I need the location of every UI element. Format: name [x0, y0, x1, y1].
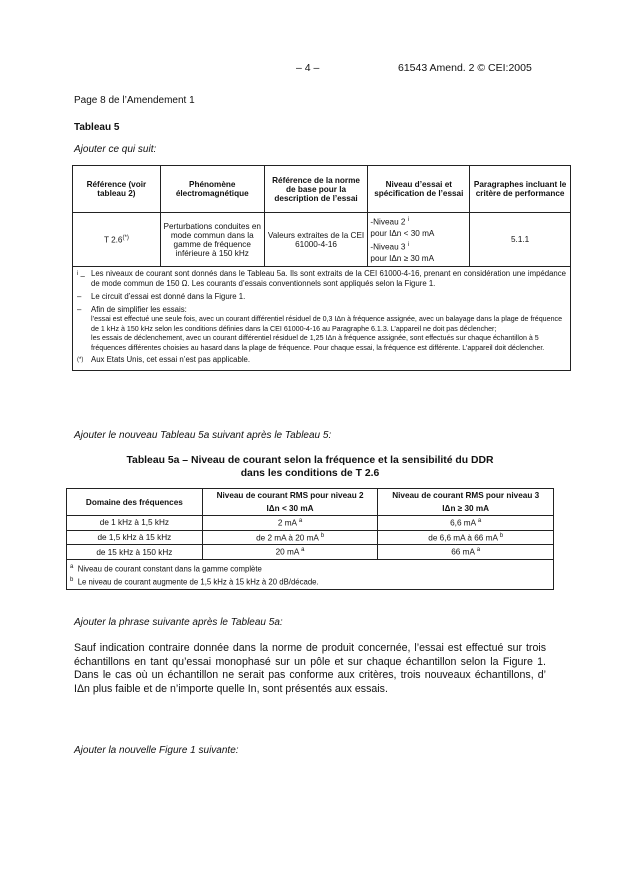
t5-header-paragraph: Paragraphes incluant le critère de performance: [470, 166, 571, 213]
instruction-table5a: Ajouter le nouveau Tableau 5a suivant après le Tableau 5:: [74, 430, 332, 441]
t5-subnote-2: les essais de déclenchement, avec un courant différentiel résiduel de 1,25 IΔn à fréquence assignée, sont effectués sur chaque échantillon à 5 fréquences différentes choisies au hasard dans la plage de fréquence. Pour chaque essai, la fréquence est différente. L’appareil doit déclencher.: [91, 334, 545, 352]
page-reference: Page 8 de l’Amendement 1: [74, 95, 195, 106]
table-row: de 1,5 kHz à 15 kHz de 2 mA à 20 mA $^b$ de 6,6 mA à 66 mA $^b$: [67, 530, 554, 545]
t5-cell-norm: Valeurs extraites de la CEI 61000-4-16: [264, 213, 368, 267]
instruction-figure: Ajouter la nouvelle Figure 1 suivante:: [74, 745, 239, 756]
t5-header-phenomenon: Phénomène électromagnétique: [160, 166, 264, 213]
t5a-footnotes: $^a$ Niveau de courant constant dans la gamme complète $^b$ Le niveau de courant augmente de 1,5 kHz à 15 kHz à 20 dB/décade.: [67, 560, 554, 590]
t5-header-ref: Référence (voir tableau 2): [73, 166, 161, 213]
t5-cell-level: -Niveau 2 $^i$ pour IΔn < 30 mA -Niveau 3 $^i$ pour IΔn ≥ 30 mA: [368, 213, 470, 267]
section-title: Tableau 5: [74, 122, 120, 133]
instruction-add: Ajouter ce qui suit:: [74, 144, 157, 155]
t5-cell-paragraph: 5.1.1: [470, 213, 571, 267]
table-5a: [66, 488, 554, 590]
document-reference: 61543 Amend. 2 © CEI:2005: [398, 62, 532, 74]
t5a-subheader-level3: IΔn ≥ 30 mA: [378, 502, 554, 516]
t5a-header-level2: Niveau de courant RMS pour niveau 2: [202, 489, 378, 503]
body-paragraph: Sauf indication contraire donnée dans la norme de produit concernée, l’essai est effectué sur trois échantillons en tant qu’essai monophasé sur un pôle et sur chaque échantillon selon la Figure 1. Dans le cas où un échantillon ne serait pas conforme aux critères, trois nouveaux échantillons, d’ IΔn plus faible et de n’importe quelle In, sont présentés aux essais.: [74, 642, 546, 695]
t5a-subheader-level2: IΔn < 30 mA: [202, 502, 378, 516]
t5-header-level: Niveau d’essai et spécification de l’essai: [368, 166, 470, 213]
t5-header-norm: Référence de la norme de base pour la description de l’essai: [264, 166, 368, 213]
t5a-header-range: Domaine des fréquences: [67, 489, 203, 516]
t5-notes: $^i$ – Les niveaux de courant sont donnés dans le Tableau 5a. Ils sont extraits de la CEI 61000-4-16, prenant en considération une impédance de mode commun de 150 Ω. Les courants d’essais conventionnels sont appliqués selon la Figure 1. – Le circuit d’essai est donné dans la Figure 1. – Afin de simplifier les essais: l’essai est effectué une seule fois, avec un courant différentiel résiduel de 0,3 IΔn à fréquence assignée, avec un balayage dans la plage de fréquence de 1 kHz à 150 kHz selon les conditions définies dans la CEI 61000-4-16 au Paragraphe 6.1.3. L’appareil ne doit pas déclencher; les essais de déclenchement, avec un courant différentiel résiduel de 1,25 IΔn à fréquence assignée, sont effectués sur chaque échantillon à 5 fréquences différentes choisies au hasard dans la plage de fréquence. Pour chaque essai, la fréquence est différente. L’appareil doit déclencher. (*) Aux Etats Unis, cet essai n’est pas applicable.: [73, 267, 571, 371]
t5-cell-ref: T 2.6(*): [73, 213, 161, 267]
t5-cell-phenomenon: Perturbations conduites en mode commun dans la gamme de fréquence inférieure à 150 kHz: [160, 213, 264, 267]
page-number: – 4 –: [296, 62, 320, 74]
table-row: de 1 kHz à 1,5 kHz 2 mA $^a$ 6,6 mA $^a$: [67, 516, 554, 531]
instruction-sentence: Ajouter la phrase suivante après le Tableau 5a:: [74, 617, 283, 628]
table-5a-title: Tableau 5a – Niveau de courant selon la fréquence et la sensibilité du DDR dans les conditions de T 2.6: [126, 455, 494, 479]
t5-subnote-1: l’essai est effectué une seule fois, avec un courant différentiel résiduel de 0,3 IΔn à fréquence assignée, avec un balayage dans la plage de fréquence de 1 kHz à 150 kHz selon les conditions définies dans la CEI 61000-4-16 au Paragraphe 6.1.3. L’appareil ne doit pas déclencher;: [91, 315, 563, 333]
table-5: [72, 165, 571, 371]
t5a-header-level3: Niveau de courant RMS pour niveau 3: [378, 489, 554, 503]
table-row: de 15 kHz à 150 kHz 20 mA $^a$ 66 mA $^a$: [67, 545, 554, 560]
